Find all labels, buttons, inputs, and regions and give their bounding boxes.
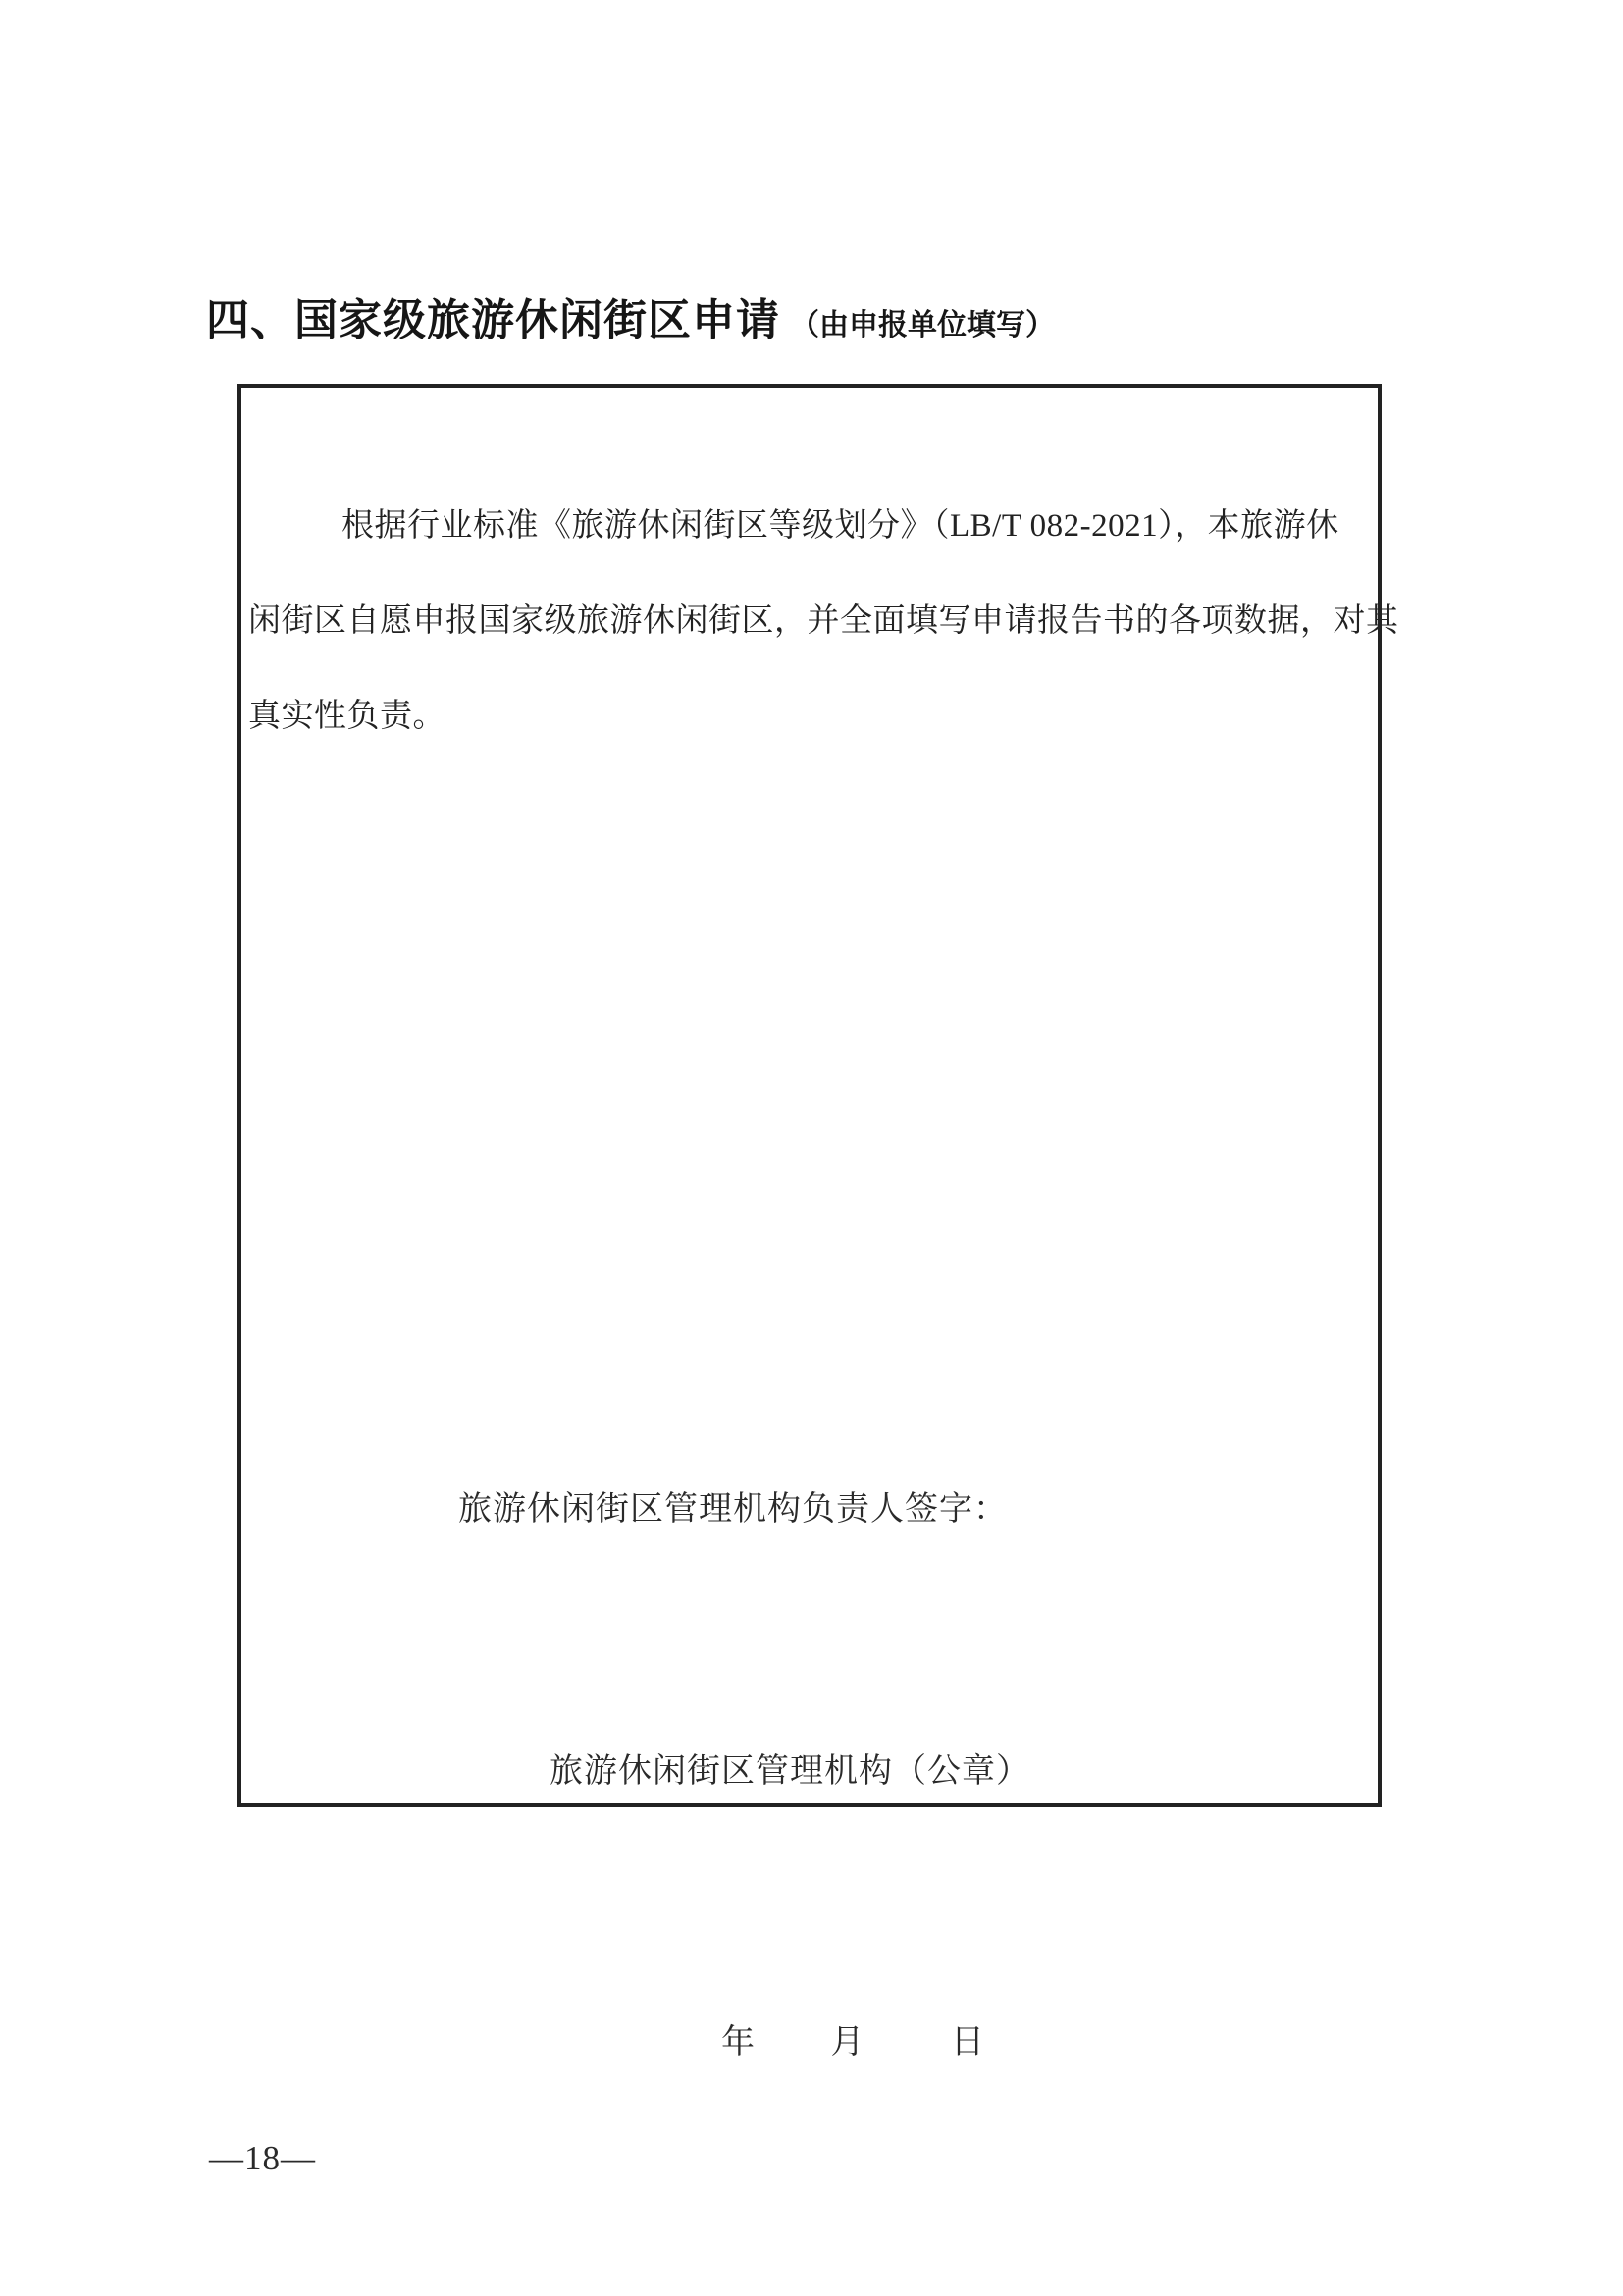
date-line	[721, 2014, 984, 2062]
section-heading: 四、国家级旅游休闲街区申请	[206, 296, 780, 344]
section-heading-note: （由申报单位填写）	[790, 309, 1055, 341]
organization-seal-label: 旅游休闲街区管理机构（公章）	[550, 1753, 1030, 1790]
declaration-paragraph	[248, 479, 1399, 764]
date-day-label: 日	[951, 2024, 984, 2061]
declaration-line: 闲街区自愿申报国家级旅游休闲街区，并全面填写申请报告书的各项数据，对其	[248, 603, 1399, 639]
date-month-label: 月	[830, 2024, 864, 2061]
declaration-line: 真实性负责。	[248, 699, 445, 734]
page-number: —18—	[209, 2139, 316, 2177]
manager-signature-label: 旅游休闲街区管理机构负责人签字：	[458, 1491, 1008, 1528]
date-year-label: 年	[721, 2024, 755, 2061]
page-title	[206, 296, 1055, 350]
declaration-line: 根据行业标准《旅游休闲街区等级划分》（LB/T 082-2021），本旅游休	[341, 508, 1339, 544]
application-form-box	[237, 384, 1399, 2061]
